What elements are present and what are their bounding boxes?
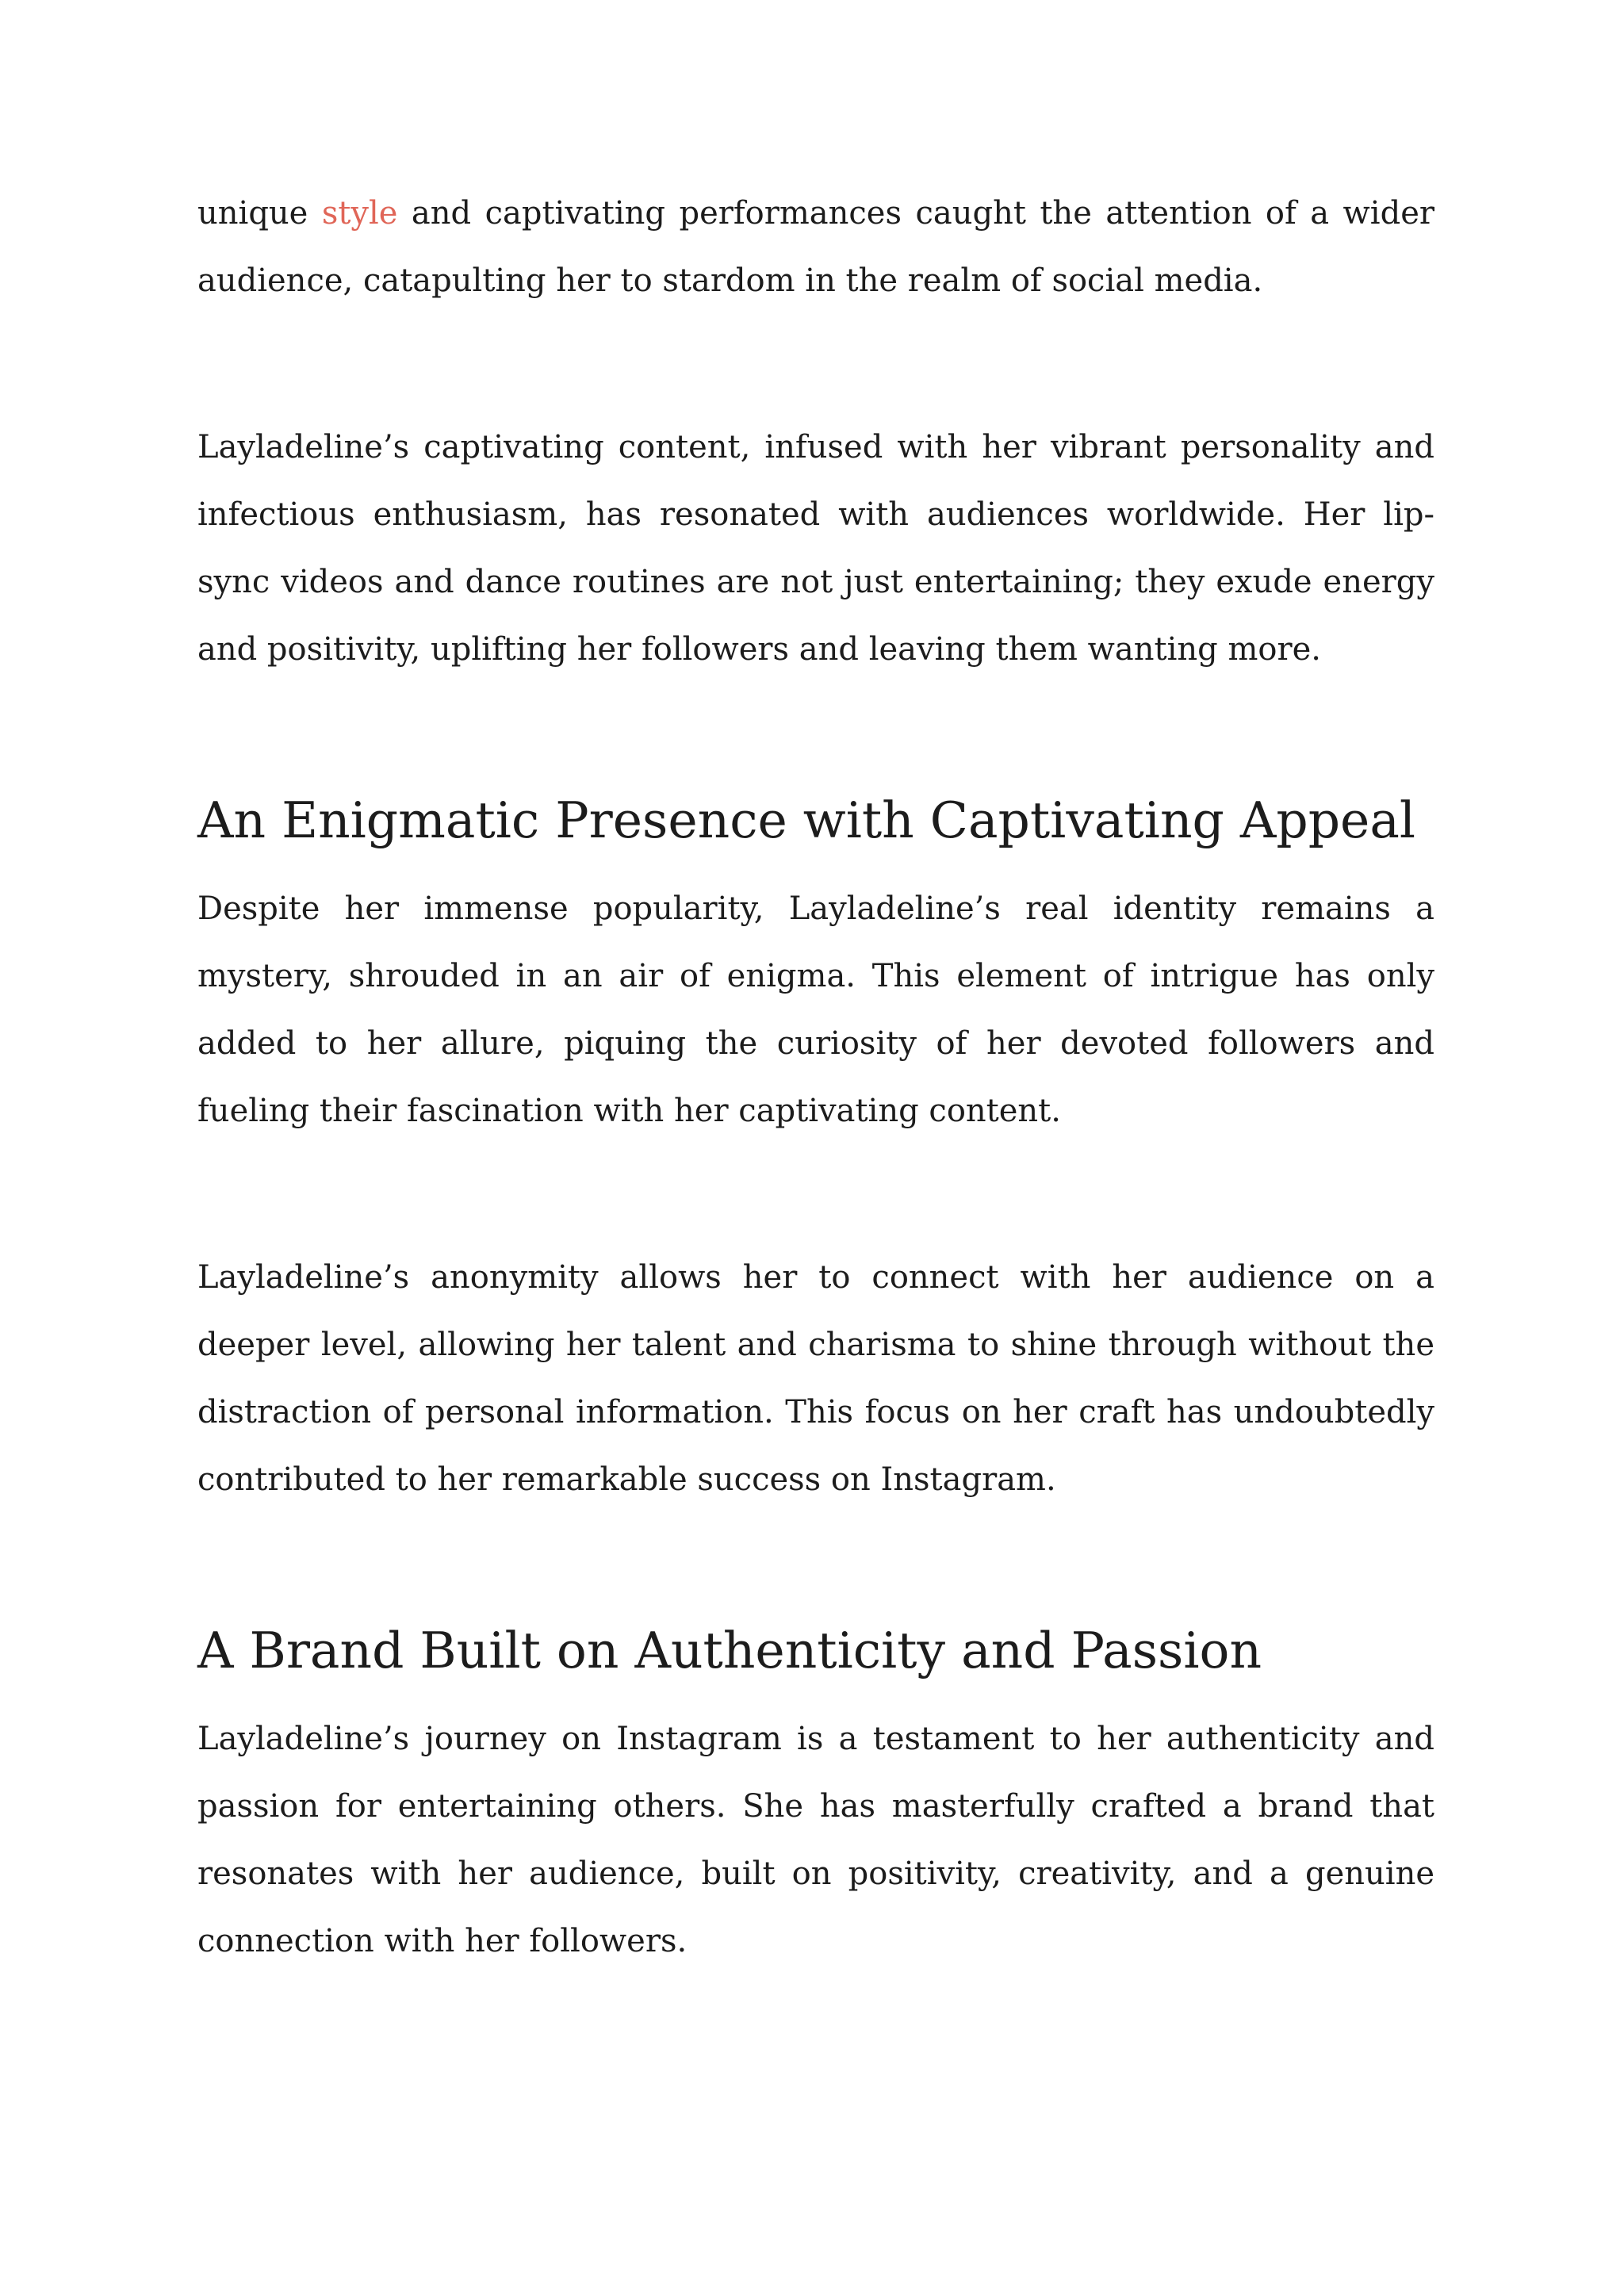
paragraph-brand-journey: Layladeline’s journey on Instagram is a testament to her authenticity and passion for entertaining others. She has masterfully crafted a brand that resonates with her audience, built on positivity, creativity, and a genuine connection with her followers.	[197, 1721, 1434, 1959]
paragraph-intro-continuation	[197, 180, 1434, 315]
paragraph-content-description: Layladeline’s captivating content, infused with her vibrant personality and infectious enthusiasm, has resonated with audiences worldwide. Her lip-sync videos and dance routines are not just entertaining; they exude energy and positivity, uplifting her followers and leaving them wanting more.	[197, 429, 1434, 668]
style-link[interactable]: style	[321, 195, 398, 232]
paragraph-text-after-link: and captivating performances caught the attention of a wider audience, catapulting her to stardom in the realm of social media.	[197, 195, 1434, 299]
paragraph-text-before-link: unique	[197, 195, 322, 232]
section-heading-brand-authenticity: A Brand Built on Authenticity and Passion	[197, 1622, 1262, 1679]
article-body	[197, 180, 1434, 1975]
paragraph-mystery-identity: Despite her immense popularity, Layladeline’s real identity remains a mystery, shrouded in an air of enigma. This element of intrigue has only added to her allure, piquing the curiosity of her devoted followers and fueling their fascination with her captivating content.	[197, 890, 1434, 1129]
section-heading-enigmatic-presence: An Enigmatic Presence with Captivating Appeal	[197, 791, 1416, 849]
paragraph-anonymity: Layladeline’s anonymity allows her to connect with her audience on a deeper level, allowing her talent and charisma to shine through without the distraction of personal information. This focus on her craft has undoubtedly contributed to her remarkable success on Instagram.	[197, 1259, 1434, 1498]
